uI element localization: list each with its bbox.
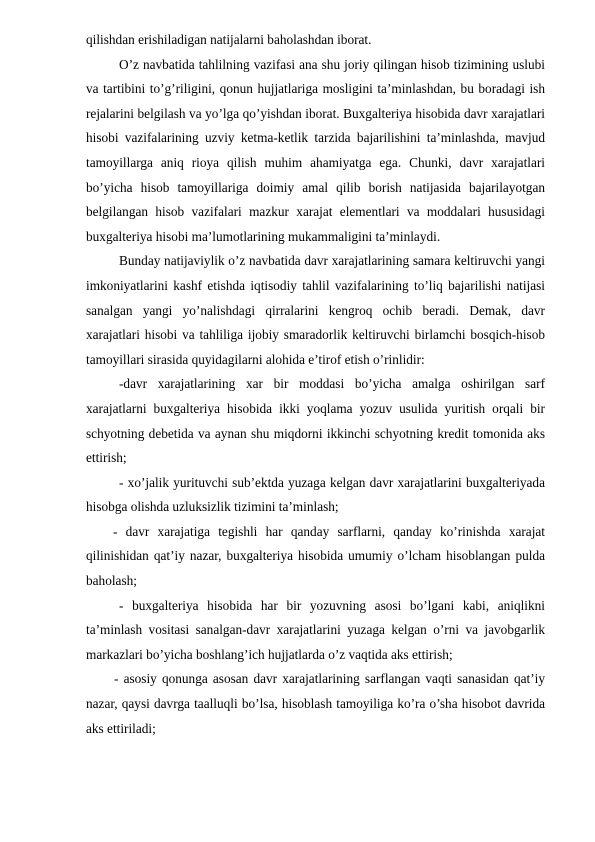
paragraph-continuation: qilishdan erishiladigan natijalarni baholashdan iborat.	[86, 32, 372, 47]
list-item-money-valuation: - davr xarajatiga tegishli har qanday sarflarni, qanday ko’rinishda xarajat qilinishidan qat’iy nazar, buxgalteriya hisobida umumiy o’lcham hisoblangan pulda baholash;	[86, 523, 545, 589]
list-item-primary-documents: - buxgalteriya hisobida har bir yozuvning asosi bo’lgani kabi, aniqlikni ta’minlash vositasi sanalgan-davr xarajatlarini yuzaga kelgan o’rni va javobgarlik markazlari bo’yicha boshlang’ich hujjatlarda o’z vaqtida aks ettirish;	[86, 597, 545, 662]
list-item-accrual-principle: - asosiy qonunga asosan davr xarajatlarining sarflangan vaqti sanasidan qat’iy nazar, qaysi davrga taalluqli bo’lsa, hisoblash tamoyiliga ko’ra o’sha hisobot davrida aks ettiriladi;	[86, 671, 545, 736]
list-item-continuity: - xo’jalik yurituvchi sub’ektda yuzaga kelgan davr xarajatlarini buxgalteriyada hisobga olishda uzluksizlik tizimini ta’minlash;	[86, 474, 545, 515]
paragraph-analysis-task: O’z navbatida tahlilning vazifasi ana shu joriy qilingan hisob tizimining uslubi va tartibini to’g’riligini, qonun hujjatlariga mosligini ta’minlashdan, bu boradagi ish rejalarini belgilash va yo’lga qo’yishdan iborat. Buxgalteriya hisobida davr xarajatlari hisobi vazifalarining uzviy ketma-ketlik tarzida bajarilishini ta’minlashda, mavjud tamoyillarga aniq rioya qilish muhim ahamiyatga ega. Chunki, davr xarajatlari bo’yicha hisob tamoyillariga doimiy amal qilib borish natijasida bajarilayotgan belgilangan hisob vazifalari mazkur xarajat elementlari va moddalari hususidagi buxgalteriya hisobi ma’lumotlarining mukammaligini ta’minlaydi.	[86, 56, 545, 244]
list-item-double-entry: -davr xarajatlarining xar bir moddasi bo’yicha amalga oshirilgan sarf xarajatlarni buxgalteriya hisobida ikki yoqlama yozuv usulida yuritish orqali bir schyotning debetida va aynan shu miqdorni ikkinchi schyotning kredit tomonida aks ettirish;	[86, 376, 545, 466]
document-page	[86, 28, 545, 741]
paragraph-effectiveness: Bunday natijaviylik o’z navbatida davr xarajatlarining samara keltiruvchi yangi imkoniyatlarini kashf etishda iqtisodiy tahlil vazifalarining to’liq bajarilishi natijasi sanalgan yangi yo’nalishdagi qirralarini kengroq ochib beradi. Demak, davr xarajatlari hisobi va tahliliga ijobiy smaradorlik keltiruvchi birlamchi bosqich-hisob tamoyillari sirasida quyidagilarni alohida e’tirof etish o’rinlidir:	[86, 253, 545, 367]
